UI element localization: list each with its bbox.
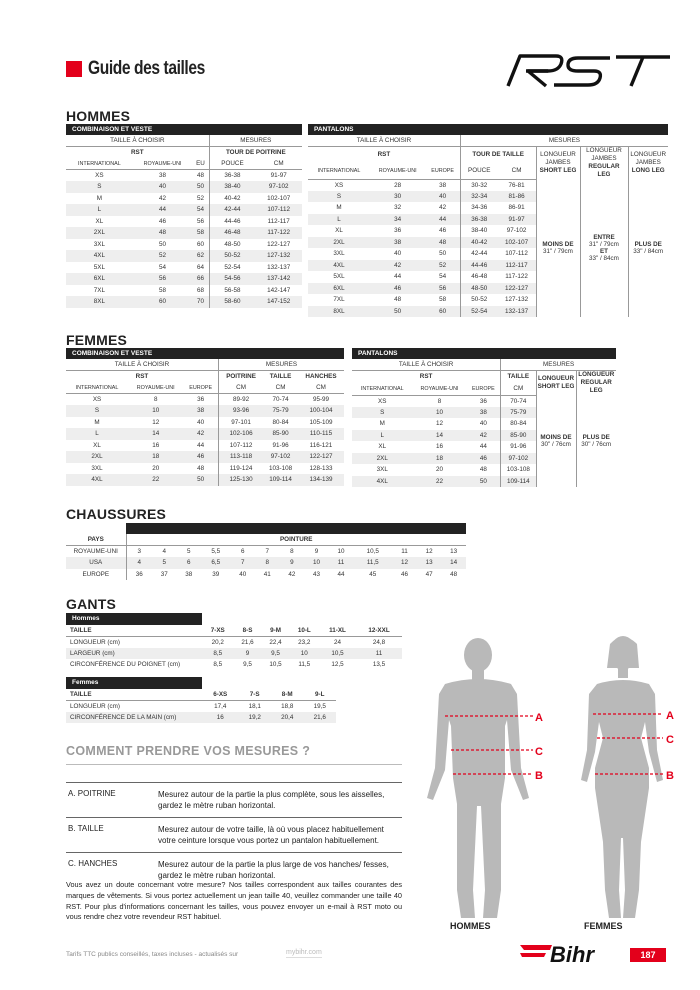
table-row: 3XL 50 60 48-50 122-127 <box>66 239 302 251</box>
hommes-figure-label: HOMMES <box>450 921 491 931</box>
rst-logo <box>498 52 674 90</box>
table-row: 2XL 38 48 40-42 102-107 <box>308 237 668 249</box>
table-row: S 10 38 93-96 75-79 100-104 <box>66 405 344 417</box>
table-row: L 14 42 102-106 85-90 110-115 <box>66 428 344 440</box>
table-row: 6XL 46 56 48-50 122-127 <box>308 283 668 295</box>
table-row: 7XL 48 58 50-52 127-132 <box>308 294 668 306</box>
table-row: LARGEUR (cm) 8,5 9 9,5 10 10,5 11 <box>66 648 402 660</box>
table-row: XL 36 46 38-40 97-102 <box>308 225 668 237</box>
woman-silhouette <box>581 636 663 918</box>
svg-text:RST: RST <box>498 52 500 53</box>
femmes-heading: FEMMES <box>66 332 128 348</box>
table-row: L 34 44 36-38 91-97 <box>308 214 668 226</box>
footer-legal: Tarifs TTC publics conseillés, taxes incluses - actualisés sur <box>66 951 239 958</box>
table-row: 2XL 18 46 113-118 97-102 122-127 <box>66 451 344 463</box>
table-row: 2XL 18 46 97-102 <box>352 453 616 465</box>
table-row: 5XL 44 54 46-48 117-122 <box>308 271 668 283</box>
table-row: XS 8 36 70-74 MOINS DE 30" / 76cm PLUS DE 30" / 76cm <box>352 395 616 407</box>
table-row: 2XL 48 58 46-48 117-122 <box>66 227 302 239</box>
divider <box>66 764 402 765</box>
man-silhouette <box>427 638 529 918</box>
table-row: 5XL 54 64 52-54 132-137 <box>66 262 302 274</box>
hommes-pantalon-bar: PANTALONS <box>308 124 668 135</box>
table-row: 8XL 50 60 52-54 132-137 <box>308 306 668 318</box>
title-marker <box>66 61 82 77</box>
chaussures-heading: CHAUSSURES <box>66 506 167 522</box>
table-row: USA 4 5 6 6,5 7 8 9 10 11 11,5 12 13 14 <box>66 557 466 569</box>
table-row: LONGUEUR (cm) 20,2 21,6 22,4 23,2 24 24,8 <box>70 638 386 646</box>
short-leg-cell: MOINS DE 31" / 79cm <box>536 179 580 317</box>
body-figures <box>405 628 695 928</box>
mesures-list <box>66 782 402 887</box>
hommes-veste-table: COMBINAISON ET VESTE TAILLE À CHOISIR MESURES RST TOUR DE POITRINE INTERNATIONAL ROYAUME-UNI EU POUCE CM XS 38 48 36-38 91-97 S 40 50 38-40 97-102 M 42 52 40-42 102-107 L 44 54 42-44 107-112 XL 46 56 44-46 112-117 2XL 48 58 46-48 117-122 3XL 50 60 48-50 122-127 4XL 52 62 50-52 127-132 5XL 54 64 52-54 132-137 6XL 56 66 54-56 137-142 7XL 58 68 56-58 142-147 8XL 60 70 58-60 147-152 <box>66 124 302 308</box>
table-row: XL 16 44 91-96 <box>352 441 616 453</box>
man-mark-a: A <box>535 712 543 724</box>
femmes-pantalon-table: PANTALONS TAILLE À CHOISIR MESURES RST TAILLE LONGUEUR SHORT LEG LONGUEUR REGULAR LEG INTERNATIONAL ROYAUME-UNI EUROPE CM XS 8 36 70-74 MOINS DE 30" / 76cm PLUS DE 30" / 76cm S 10 38 75-79 M 12 40 80-84 L 14 42 85-90 XL 16 44 91-96 2XL 18 46 97-102 3XL 20 48 103-108 4XL 22 50 109-114 <box>352 348 616 487</box>
regular-leg-cell: PLUS DE 30" / 76cm <box>576 395 616 487</box>
page-number: 187 <box>630 948 666 962</box>
table-row: 3XL 20 48 119-124 103-108 128-133 <box>66 463 344 475</box>
hommes-pantalon-table: PANTALONS TAILLE À CHOISIR MESURES RST TOUR DE TAILLE LONGUEUR JAMBES SHORT LEG LONGUEUR JAMBES REGULAR LEG LONGUEUR JAMBES LONG LEG INTERNATIONAL ROYAUME-UNI EUROPE POUCE CM XS 28 38 30-32 76-81 MOINS DE 31" / 79cm ENTRE 31" / 79cm ET 33" / 84cm PLUS DE 33" / 84cm S 30 40 32-34 81-86 M 32 42 34-36 86-91 L 34 44 36-38 91-97 XL 36 46 38-40 97-102 2XL 38 48 40-42 102-107 3XL 40 50 42-44 107-112 4XL 42 52 44-46 112-117 5XL 44 54 46-48 117-122 6XL 46 56 48-50 122-127 7XL 48 58 50-52 127-132 8XL 50 60 52-54 132-137 <box>308 124 668 317</box>
table-row: 4XL 52 62 50-52 127-132 <box>66 250 302 262</box>
woman-mark-a: A <box>666 710 674 722</box>
table-row: S 40 50 38-40 97-102 <box>66 181 302 193</box>
table-row: M 12 40 80-84 <box>352 418 616 430</box>
bihr-logo <box>520 941 626 965</box>
svg-text:Bihr: Bihr <box>550 942 594 965</box>
table-row: 8XL 60 70 58-60 147-152 <box>66 296 302 308</box>
table-row: 4XL 22 50 109-114 <box>352 476 616 488</box>
table-row: XL 46 56 44-46 112-117 <box>66 216 302 228</box>
mesures-note: Vous avez un doute concernant votre mesure? Nos tailles correspondent aux tailles courantes des marques de vêtements. Si vous portez actuellement un jean taille 40, veuillez commander une taille 40 RST. Pour plus d'informations concernant les tailles, vous pouvez envoyer un e-mail à RST moto ou vous rendre chez votre revendeur RST habituel. <box>66 880 402 922</box>
table-row: CIRCONFÉRENCE DU POIGNET (cm) 8,5 9,5 10,5 11,5 12,5 13,5 <box>70 661 386 669</box>
gants-heading: GANTS <box>66 596 116 612</box>
mesure-item: A. POITRINE Mesurez autour de la partie la plus complète, sous les aisselles, gardez le mètre ruban horizontal. <box>66 782 402 817</box>
table-row: LONGUEUR (cm) 17,4 18,1 18,8 19,5 <box>70 702 326 710</box>
mesure-item: B. TAILLE Mesurez autour de votre taille, là où vous placez habituellement votre ceinture lorsque vous portez un pantalon habituellement. <box>66 817 402 852</box>
table-row: XL 16 44 107-112 91-96 116-121 <box>66 440 344 452</box>
table-row: EUROPE 36 37 38 39 40 41 42 43 44 45 46 47 48 <box>66 569 466 581</box>
page-title: Guide des tailles <box>66 58 231 80</box>
table-row: M 42 52 40-42 102-107 <box>66 193 302 205</box>
gants-femmes-table: Femmes TAILLE 6-XS 7-S 8-M 9-L LONGUEUR (cm) 17,4 18,1 18,8 19,5 CIRCONFÉRENCE DE LA MAIN (cm) 16 19,2 20,4 21,6 <box>66 677 336 723</box>
table-row: 7XL 58 68 56-58 142-147 <box>66 285 302 297</box>
table-row: M 32 42 34-36 86-91 <box>308 202 668 214</box>
table-row: L 44 54 42-44 107-112 <box>66 204 302 216</box>
table-row: 6XL 56 66 54-56 137-142 <box>66 273 302 285</box>
table-row: XS 8 36 89-92 70-74 95-99 <box>66 394 344 406</box>
man-mark-b: B <box>535 770 543 782</box>
table-row: 4XL 42 52 44-46 112-117 <box>308 260 668 272</box>
table-row: 3XL 40 50 42-44 107-112 <box>308 248 668 260</box>
table-row: XS 28 38 30-32 76-81 MOINS DE 31" / 79cm ENTRE 31" / 79cm ET 33" / 84cm PLUS DE 33" / 84cm <box>308 179 668 191</box>
hommes-veste-bar: COMBINAISON ET VESTE <box>66 124 302 135</box>
man-mark-c: C <box>535 746 543 758</box>
table-row: M 12 40 97-101 80-84 105-109 <box>66 417 344 429</box>
regular-leg-cell: ENTRE 31" / 79cm ET 33" / 84cm <box>580 179 628 317</box>
table-row: S 10 38 75-79 <box>352 407 616 419</box>
table-row: 4XL 22 50 125-130 109-114 134-139 <box>66 474 344 486</box>
chaussures-table: PAYS POINTURE ROYAUME-UNI 3 4 5 5,5 6 7 8 9 10 10,5 11 12 13 USA 4 5 6 6,5 7 8 9 10 11 11,5 12 13 14 EUROPE 36 37 38 39 40 41 42 43 44 45 46 47 48 <box>66 523 466 580</box>
woman-mark-c: C <box>666 734 674 746</box>
table-row: 3XL 20 48 103-108 <box>352 464 616 476</box>
woman-mark-b: B <box>666 770 674 782</box>
table-row: ROYAUME-UNI 3 4 5 5,5 6 7 8 9 10 10,5 11 12 13 <box>66 546 466 558</box>
long-leg-cell: PLUS DE 33" / 84cm <box>628 179 668 317</box>
short-leg-cell: MOINS DE 30" / 76cm <box>536 395 576 487</box>
table-row: L 14 42 85-90 <box>352 430 616 442</box>
mesure-item: C. HANCHES Mesurez autour de la partie la plus large de vos hanches/ fesses, gardez le mètre ruban horizontal. <box>66 852 402 887</box>
gants-hommes-table: Hommes TAILLE 7-XS 8-S 9-M 10-L 11-XL 12-XXL LONGUEUR (cm) 20,2 21,6 22,4 23,2 24 24,8 LARGEUR (cm) 8,5 9 9,5 10 10,5 11 CIRCONFÉRENCE DU POIGNET (cm) 8,5 9,5 10,5 11,5 12,5 13,5 <box>66 613 402 671</box>
footer-url[interactable]: mybihr.com <box>286 949 322 956</box>
table-row: XS 38 48 36-38 91-97 <box>66 170 302 182</box>
femmes-figure-label: FEMMES <box>584 921 623 931</box>
femmes-veste-table: COMBINAISON ET VESTE TAILLE À CHOISIR MESURES RST POITRINE TAILLE HANCHES INTERNATIONAL ROYAUME-UNI EUROPE CM CM CM XS 8 36 89-92 70-74 95-99 S 10 38 93-96 75-79 100-104 M 12 40 97-101 80-84 105-109 L 14 42 102-106 85-90 110-115 XL 16 44 107-112 91-96 116-121 2XL 18 46 113-118 97-102 122-127 3XL 20 48 119-124 103-108 128-133 4XL 22 50 125-130 109-114 134-139 <box>66 348 344 486</box>
mesures-heading: COMMENT PRENDRE VOS MESURES ? <box>66 744 311 758</box>
hommes-heading: HOMMES <box>66 108 131 124</box>
table-row: CIRCONFÉRENCE DE LA MAIN (cm) 16 19,2 20,4 21,6 <box>66 712 336 724</box>
table-row: S 30 40 32-34 81-86 <box>308 191 668 203</box>
